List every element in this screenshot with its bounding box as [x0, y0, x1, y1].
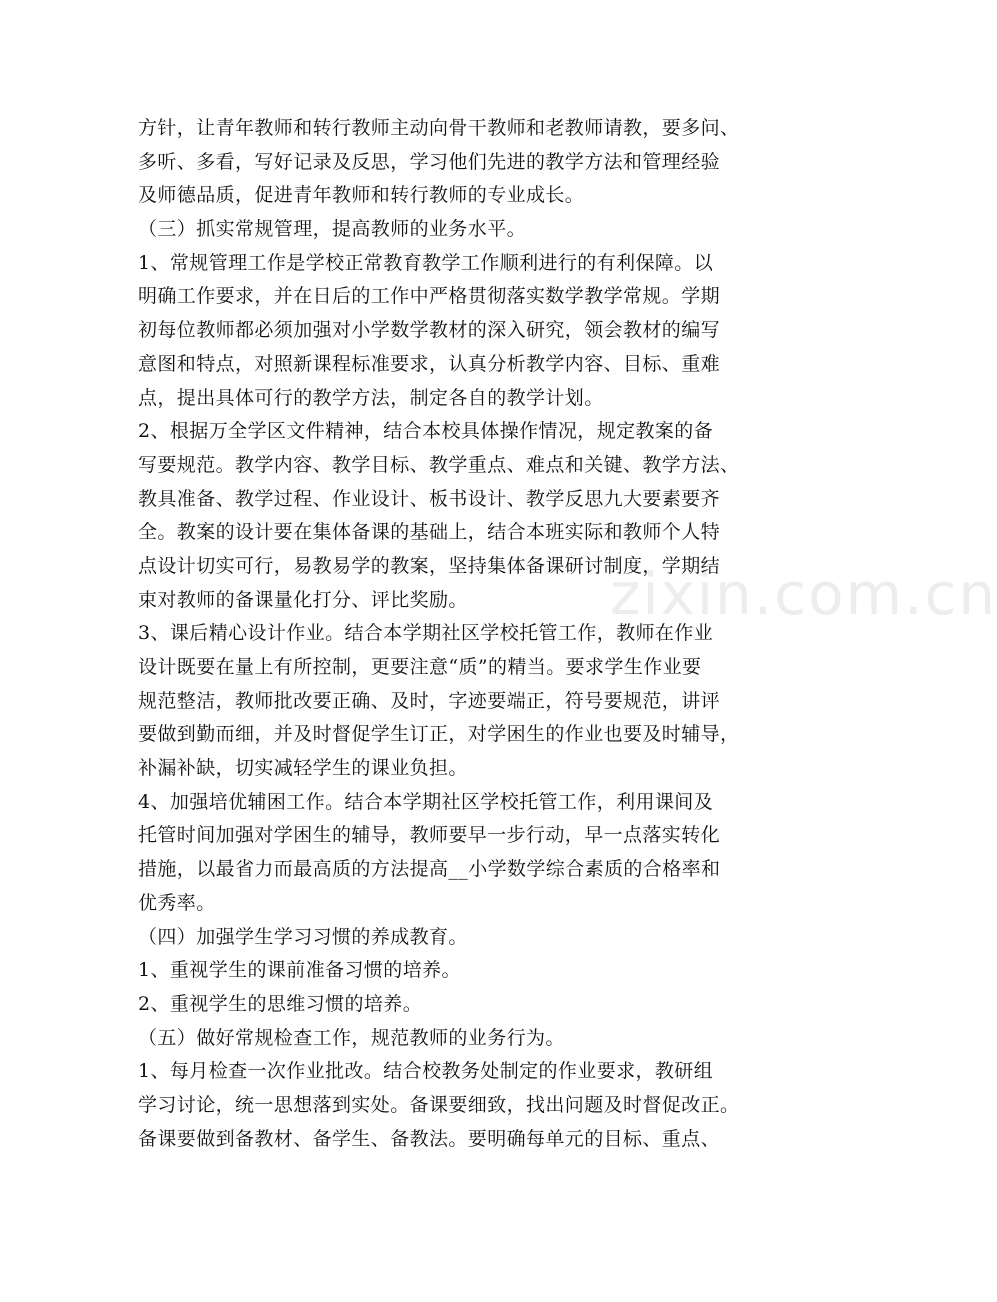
document-body [138, 112, 798, 1156]
text-line: 意图和特点，对照新课程标准要求，认真分析教学内容、目标、重难 [138, 352, 721, 375]
text-line: 1、每月检查一次作业批改。结合校教务处制定的作业要求，教研组 [138, 1060, 714, 1083]
text-line: 明确工作要求，并在日后的工作中严格贯彻落实数学教学常规。学期 [138, 285, 721, 308]
text-line: 方针，让青年教师和转行教师主动向骨干教师和老教师请教，要多问、 [138, 117, 740, 139]
text-line: 2、根据万全学区文件精神，结合本校具体操作情况，规定教案的备 [138, 420, 714, 443]
section-heading: （三）抓实常规管理，提高教师的业务水平。 [138, 218, 527, 241]
text-line: 写要规范。教学内容、教学目标、教学重点、难点和关键、教学方法、 [138, 453, 740, 476]
text-line: 3、课后精心设计作业。结合本学期社区学校托管工作，教师在作业 [138, 622, 714, 645]
text-line: 及师德品质，促进青年教师和转行教师的专业成长。 [138, 184, 585, 207]
text-line: 备课要做到备教材、备学生、备教法。要明确每单元的目标、重点、 [138, 1127, 721, 1150]
text-line: 全。教案的设计要在集体备课的基础上，结合本班实际和教师个人特 [138, 521, 721, 544]
text-line: 点设计切实可行，易教易学的教案，坚持集体备课研讨制度，学期结 [138, 554, 721, 577]
text-line: 多听、多看，写好记录及反思，学习他们先进的教学方法和管理经验 [138, 150, 721, 173]
text-line: 教具准备、教学过程、作业设计、板书设计、教学反思九大要素要齐 [138, 487, 721, 510]
text-line: 2、重视学生的思维习惯的培养。 [138, 992, 423, 1015]
text-line: 托管时间加强对学困生的辅导，教师要早一步行动，早一点落实转化 [138, 824, 721, 847]
text-line: 4、加强培优辅困工作。结合本学期社区学校托管工作，利用课间及 [138, 790, 714, 813]
text-line: 设计既要在量上有所控制，更要注意“质”的精当。要求学生作业要 [138, 656, 702, 678]
watermark: zixin.com.cn [610, 560, 997, 628]
text-line: 束对教师的备课量化打分、评比奖励。 [138, 588, 468, 611]
text-line: 1、重视学生的课前准备习惯的培养。 [138, 959, 461, 982]
text-line: 措施，以最省力而最高质的方法提高__小学数学综合素质的合格率和 [138, 858, 721, 881]
text-line: 规范整洁，教师批改要正确、及时，字迹要端正，符号要规范，讲评 [138, 689, 721, 712]
section-heading: （四）加强学生学习习惯的养成教育。 [138, 925, 468, 948]
text-line: 1、常规管理工作是学校正常教育教学工作顺利进行的有利保障。以 [138, 251, 714, 274]
text-line: 要做到勤而细，并及时督促学生订正，对学困生的作业也要及时辅导， [138, 723, 740, 746]
section-heading: （五）做好常规检查工作，规范教师的业务行为。 [138, 1026, 565, 1049]
text-line: 初每位教师都必须加强对小学数学教材的深入研究，领会教材的编写 [138, 319, 721, 342]
text-line: 点，提出具体可行的教学方法，制定各自的教学计划。 [138, 386, 604, 409]
text-line: 补漏补缺，切实减轻学生的课业负担。 [138, 757, 468, 780]
text-line: 学习讨论，统一思想落到实处。备课要细致，找出问题及时督促改正。 [138, 1093, 740, 1116]
text-line: 优秀率。 [138, 891, 216, 914]
